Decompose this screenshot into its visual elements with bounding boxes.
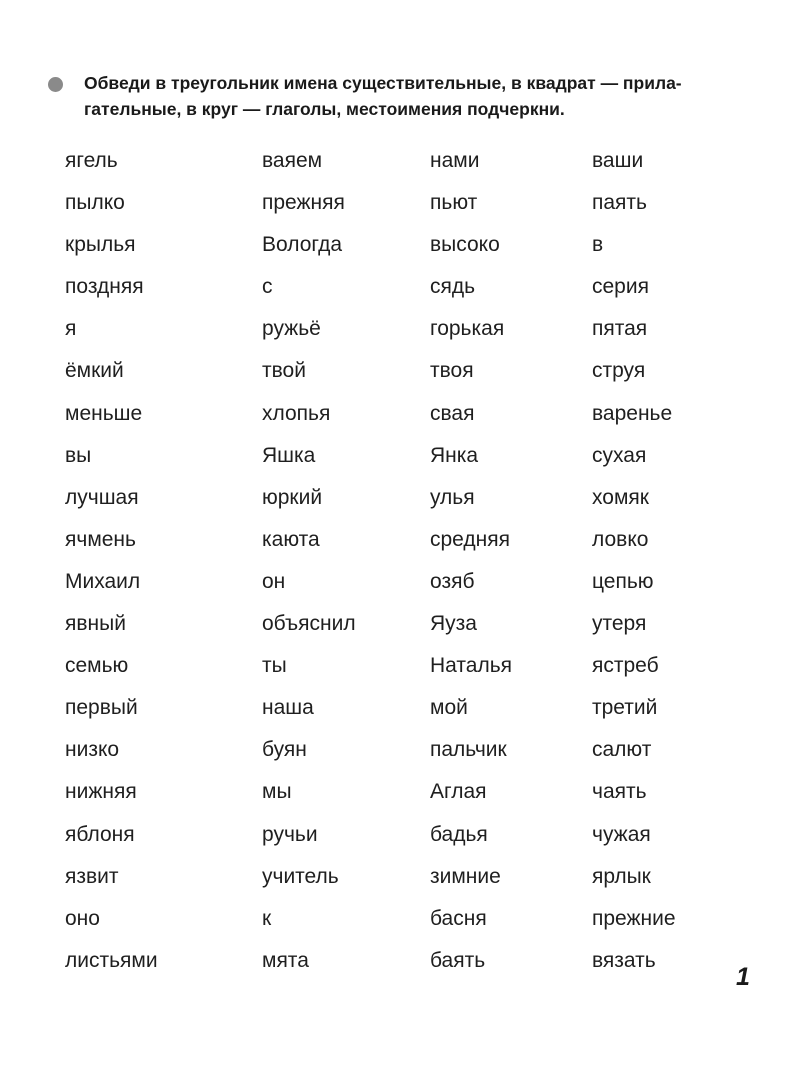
word-item: ёмкий	[65, 359, 124, 383]
word-row	[0, 477, 801, 519]
word-item: ярлык	[592, 864, 651, 888]
word-item: баять	[430, 948, 486, 972]
word-item: Яуза	[430, 612, 477, 636]
word-item: поздняя	[65, 275, 144, 299]
word-item: струя	[592, 359, 646, 383]
page-number: 1	[736, 963, 750, 991]
word-item: ручьи	[262, 822, 318, 846]
word-item: буян	[262, 738, 307, 762]
word-item: пылко	[65, 191, 125, 215]
word-item: мы	[262, 780, 292, 804]
word-item: он	[262, 569, 286, 593]
word-item: средняя	[430, 527, 510, 551]
word-row	[0, 224, 801, 266]
word-row	[0, 350, 801, 392]
word-item: третий	[592, 696, 658, 720]
word-item: твой	[262, 359, 306, 383]
word-row	[0, 814, 801, 856]
word-item: пьют	[430, 191, 478, 215]
word-row	[0, 561, 801, 603]
word-item: бадья	[430, 822, 488, 846]
bullet-icon	[48, 77, 63, 92]
word-item: свая	[430, 401, 475, 425]
word-item: горькая	[430, 317, 505, 341]
word-item: юркий	[262, 485, 323, 509]
word-item: я	[65, 317, 77, 341]
word-item: цепью	[592, 569, 654, 593]
word-row	[0, 435, 801, 477]
word-item: яблоня	[65, 822, 135, 846]
word-item: Янка	[430, 443, 479, 467]
word-item: Наталья	[430, 654, 513, 678]
word-item: утеря	[592, 612, 647, 636]
word-item: наша	[262, 696, 314, 720]
word-item: лучшая	[65, 485, 139, 509]
word-item: нижняя	[65, 780, 137, 804]
word-item: басня	[430, 906, 487, 930]
word-item: чужая	[592, 822, 651, 846]
word-item: оно	[65, 906, 100, 930]
word-item: прежние	[592, 906, 676, 930]
word-row	[0, 898, 801, 940]
word-item: пятая	[592, 317, 648, 341]
word-item: высоко	[430, 233, 500, 257]
word-item: ягель	[65, 149, 118, 172]
word-item: пальчик	[430, 738, 507, 762]
word-item: каюта	[262, 527, 320, 551]
word-grid	[0, 140, 801, 982]
word-item: нами	[430, 149, 480, 172]
word-row	[0, 603, 801, 645]
word-row	[0, 308, 801, 350]
word-row	[0, 940, 801, 982]
word-row	[0, 266, 801, 308]
word-item: варенье	[592, 401, 673, 425]
word-item: салют	[592, 738, 652, 762]
word-item: вы	[65, 443, 92, 467]
word-item: зимние	[430, 864, 501, 888]
word-row	[0, 182, 801, 224]
exercise-instruction	[48, 70, 748, 122]
word-row	[0, 856, 801, 898]
word-item: объяснил	[262, 612, 356, 636]
word-item: ты	[262, 654, 287, 678]
word-item: паять	[592, 191, 647, 215]
word-row	[0, 393, 801, 435]
word-item: учитель	[262, 864, 339, 888]
word-item: к	[262, 906, 272, 930]
word-row	[0, 687, 801, 729]
word-row	[0, 729, 801, 771]
word-item: твоя	[430, 359, 474, 383]
word-item: семью	[65, 654, 129, 678]
word-item: сядь	[430, 275, 476, 299]
word-item: низко	[65, 738, 120, 762]
word-item: прежняя	[262, 191, 345, 215]
word-item: хомяк	[592, 485, 649, 509]
word-row	[0, 645, 801, 687]
word-item: с	[262, 275, 273, 299]
word-item: Михаил	[65, 569, 141, 593]
word-item: листьями	[65, 948, 158, 972]
word-item: серия	[592, 275, 649, 299]
word-item: язвит	[65, 864, 119, 888]
word-item: вязать	[592, 948, 656, 972]
instruction-line-1: Обведи в треугольник имена существительные, в квадрат — прила-	[84, 73, 682, 93]
word-item: крылья	[65, 233, 136, 257]
word-item: Вологда	[262, 233, 343, 257]
word-row	[0, 140, 801, 182]
word-item: хлопья	[262, 401, 331, 425]
word-item: явный	[65, 612, 126, 636]
word-item: ружьё	[262, 317, 321, 341]
word-item: ваяем	[262, 149, 323, 172]
word-row	[0, 771, 801, 813]
word-item: Яшка	[262, 443, 316, 467]
word-item: чаять	[592, 780, 647, 804]
word-item: улья	[430, 485, 475, 509]
word-item: сухая	[592, 443, 647, 467]
instruction-line-2: гательные, в круг — глаголы, местоимения подчеркни.	[84, 99, 565, 119]
word-item: ваши	[592, 149, 644, 172]
word-row	[0, 519, 801, 561]
word-item: ячмень	[65, 527, 136, 551]
word-item: Аглая	[430, 780, 487, 804]
word-item: мой	[430, 696, 468, 720]
word-item: мята	[262, 948, 309, 972]
word-item: озяб	[430, 569, 475, 593]
word-item: в	[592, 233, 604, 257]
instruction-text	[84, 70, 724, 122]
word-item: ловко	[592, 527, 649, 551]
word-item: ястреб	[592, 654, 659, 678]
word-item: меньше	[65, 401, 143, 425]
word-item: первый	[65, 696, 138, 720]
